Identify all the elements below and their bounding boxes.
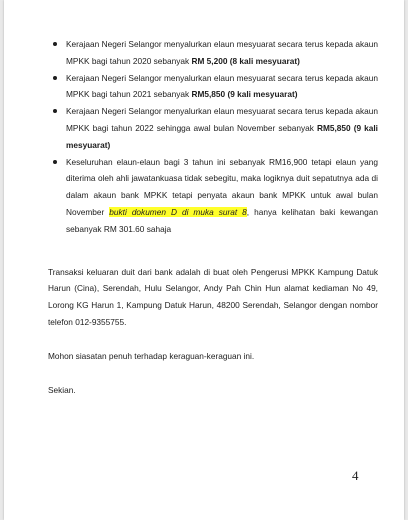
request-paragraph: Mohon siasatan penuh terhadap keraguan-keraguan ini. — [48, 350, 255, 361]
bullet-text: Kerajaan Negeri Selangor menyalurkan elaun mesyuarat secara terus kepada akaun MPKK bagi tahun 2022 sehingga awal bulan November sebanyak — [66, 106, 378, 133]
bullet-item — [48, 103, 378, 153]
bullet-text: Kerajaan Negeri Selangor menyalurkan elaun mesyuarat secara terus kepada akaun MPKK bagi tahun 2021 sebanyak — [66, 72, 378, 100]
bullet-icon — [53, 160, 57, 164]
bullet-amount: RM 5,200 (8 kali mesyuarat) — [191, 55, 300, 66]
bullet-text: Kerajaan Negeri Selangor menyalurkan elaun mesyuarat secara terus kepada akaun MPKK bagi tahun 2020 sebanyak — [66, 39, 378, 66]
bullet-icon — [53, 109, 57, 113]
bullet-amount: RM5,850 (9 kali mesyuarat) — [66, 122, 378, 150]
bullet-icon — [53, 42, 57, 46]
bullet-item — [48, 70, 378, 104]
bullet-item — [48, 154, 378, 238]
bullet-text: Keseluruhan elaun-elaun bagi 3 tahun ini sebanyak RM16,900 tetapi elaun yang diterima oleh ahli jawatankuasa tidak sebegitu, maka logiknya duit sepatutnya ada di dalam akaun bank MPKK tetapi penyata akaun bank MPKK untuk awal bulan November — [66, 156, 378, 217]
document-body — [48, 36, 378, 398]
bullet-text-end: , hanya kelihatan baki kewangan sebanyak RM 301.60 sahaja — [66, 206, 378, 234]
document-page — [4, 0, 404, 520]
transaction-paragraph: Transaksi keluaran duit dari bank adalah di buat oleh Pengerusi MPKK Kampung Datuk Harun (Cina), Serendah, Hulu Selangor, Andy Pah Chin Hun alamat kediaman No 49, Lorong KG Harun 1, Kampung Datuk Harun, 48200 Serendah, Selangor dengan nombor telefon 012-9355755. — [48, 266, 378, 327]
page-number: 4 — [352, 468, 359, 483]
closing-paragraph: Sekian. — [48, 384, 76, 395]
bullet-amount: RM5,850 (9 kali mesyuarat) — [191, 89, 298, 100]
bullet-icon — [53, 76, 57, 80]
bullet-list — [48, 36, 378, 238]
highlighted-reference: bukti dokumen D di muka surat 8 — [109, 206, 247, 217]
bullet-item — [48, 36, 378, 70]
